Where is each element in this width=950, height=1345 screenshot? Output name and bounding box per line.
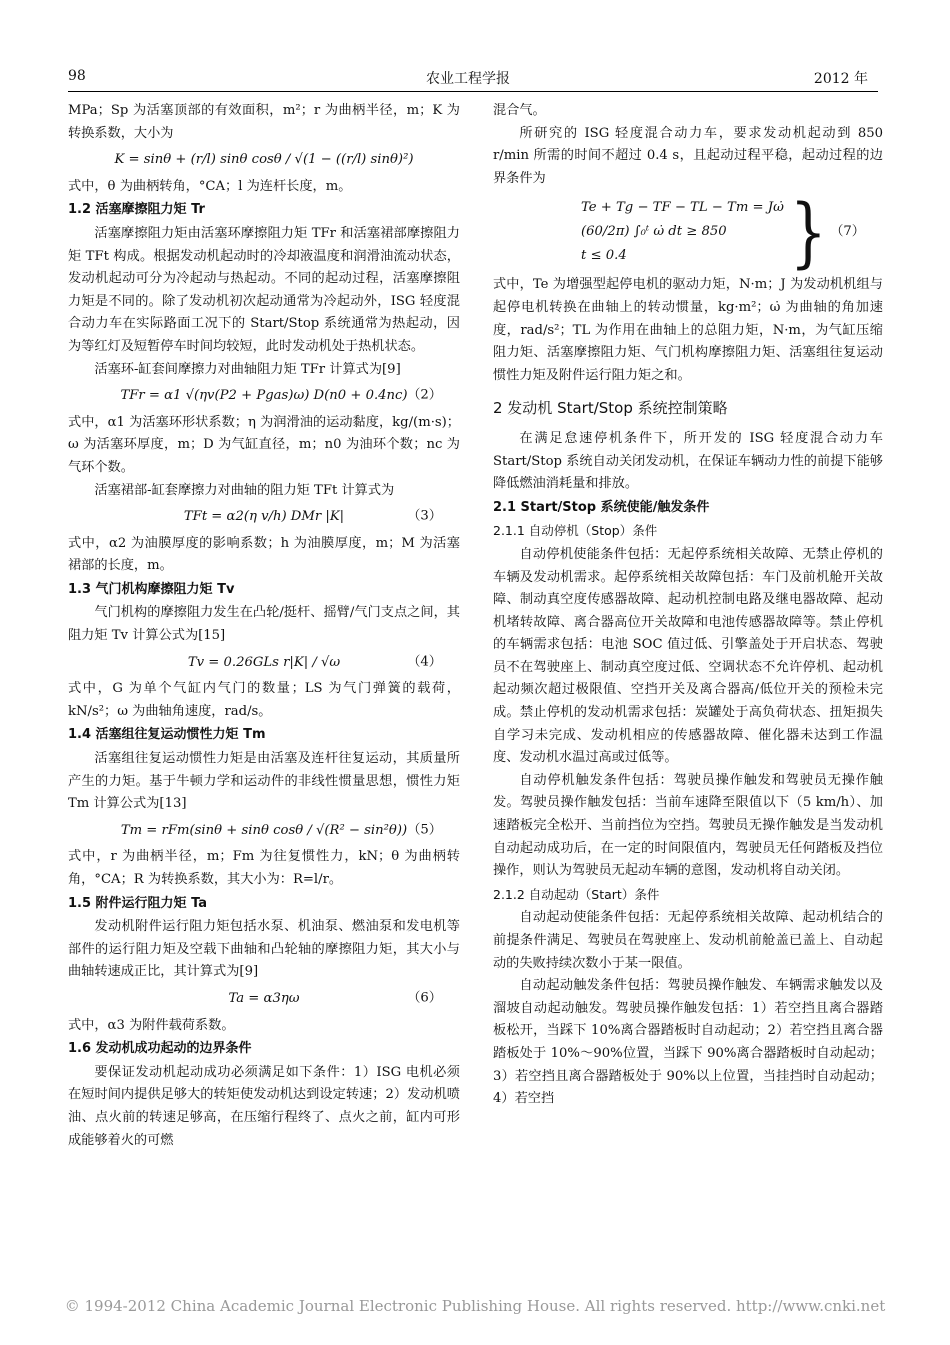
paragraph: 气门机构的摩擦阻力发生在凸轮/挺杆、摇臂/气门支点之间，其阻力矩 Tv 计算公式为[15] — [68, 605, 460, 644]
equation-3 — [68, 506, 460, 529]
paragraph: MPa；Sp 为活塞顶部的有效面积，m²；r 为曲柄半径，m；K 为转换系数，大小为 — [68, 103, 460, 141]
equation-2 — [68, 385, 460, 408]
right-brace: } — [789, 188, 827, 277]
subsubsection-heading: 2.1.2 自动起动（Start）条件 — [493, 886, 660, 902]
paragraph: 式中，Te 为增强型起停电机的驱动力矩，N·m；J 为发动机机组与起停电机转换在曲轴上的转动惯量，kg·m²；ω̇ 为曲轴的角加速度，rad/s²；TL 为作用在曲轴上的总阻力矩，N·m，为气缸压缩阻力矩、活塞摩擦阻力矩、气门机构摩擦阻力矩、活塞组往复运动惯性力矩及附件运行阻力矩之和。 — [493, 277, 883, 383]
copyright-footer: © 1994-2012 China Academic Journal Electronic Publishing House. All rights reserved. http://www.cnki.net — [64, 1297, 886, 1315]
paragraph: 活塞裙部-缸套摩擦力对曲轴的阻力矩 TFt 计算式为 — [94, 482, 395, 498]
equation-5 — [68, 820, 460, 843]
paragraph: 活塞摩擦阻力矩由活塞环摩擦阻力矩 TFr 和活塞裙部摩擦阻力矩 TFt 构成。根据发动机起动时的冷却液温度和润滑油流动状态，发动机起动可分为冷起动与热起动。不同的起动过程，活塞摩擦阻力矩是不同的。除了发动机初次起动通常为冷起动外，ISG 轻度混合动力车在实际路面工况下的 Start/Stop 系统通常为热起动，因为等红灯及短暂停车时间均较短，此时发动机处于热机状态。 — [68, 225, 460, 354]
paragraph: 式中，α2 为油膜厚度的影响系数；h 为油膜厚度，m；M 为活塞裙部的长度，m。 — [68, 535, 460, 574]
paragraph: 自动起动触发条件包括：驾驶员操作触发、车辆需求触发以及溜坡自动起动触发。驾驶员操作触发包括：1）若空挡且离合器踏板松开，当踩下 10%离合器踏板时自动起动；2）若空挡且离合器踏板处于 10%～90%位置，当踩下 90%离合器踏板时自动起动；3）若空挡且离合器踏板处于 90%以上位置，当挂挡时自动起动；4）若空挡 — [493, 978, 883, 1107]
equation-text: Ta = α3ηω — [228, 990, 300, 1006]
equation-4 — [68, 652, 460, 675]
left-column — [68, 100, 460, 1152]
equation-number: （6） — [407, 990, 442, 1006]
paragraph: 式中，α3 为附件载荷系数。 — [68, 1017, 235, 1033]
paragraph: 式中，G 为单个气缸内气门的数量；LS 为气门弹簧的载荷，kN/s²；ω 为曲轴角速度，rad/s。 — [68, 681, 460, 719]
paragraph: 发动机附件运行阻力矩包括水泵、机油泵、燃油泵和发电机等部件的运行阻力矩及空载下曲轴和凸轮轴的摩擦阻力矩，其大小与曲轴转速成正比，其计算式为[9] — [68, 919, 460, 980]
section-heading: 1.3 气门机构摩擦阻力矩 Tv — [68, 581, 235, 597]
equation-text: TFt = α2(η v/h) DMr |K| — [183, 509, 345, 525]
subsection-heading: 2.1 Start/Stop 系统使能/触发条件 — [493, 499, 710, 515]
equation-number: （2） — [407, 388, 442, 404]
equation-text: Tm = rFm(sinθ + sinθ cosθ / √(R² − sin²θ)) — [120, 822, 408, 838]
paragraph: 自动起动使能条件包括：无起停系统相关故障、起动机结合的前提条件满足、驾驶员在驾驶座上、发动机前舱盖已盖上、自动起动的失败持续次数小于某一限值。 — [493, 910, 883, 971]
journal-name: 农业工程学报 — [426, 71, 510, 87]
equation-number: （3） — [407, 509, 442, 525]
equation-text: TFr = α1 √(ηv(P2 + Pgas)ω) D(n0 + 0.4nc) — [120, 388, 408, 404]
equation-6 — [68, 988, 460, 1011]
paragraph: 式中，α1 为活塞环形状系数；η 为润滑油的运动黏度，kg/(m·s)；ω 为活塞环厚度，m；D 为气缸直径，m；n0 为油环个数；nc 为气环个数。 — [68, 414, 460, 475]
paragraph: 混合气。 — [493, 103, 546, 118]
running-header — [68, 68, 868, 90]
right-column — [493, 100, 883, 1111]
section-heading: 1.2 活塞摩擦阻力矩 Tr — [68, 202, 205, 218]
paragraph: 活塞组往复运动惯性力矩是由活塞及连杆往复运动，其质量所产生的力矩。基于牛顿力学和运动件的非线性惯量思想，惯性力矩 Tm 计算公式为[13] — [68, 751, 460, 812]
page-number: 98 — [68, 68, 86, 84]
equation-row: Te + Tg − TF − TL − Tm = Jω̇ — [581, 200, 784, 216]
header-rule — [68, 91, 878, 92]
subsubsection-heading: 2.1.1 自动停机（Stop）条件 — [493, 523, 658, 539]
equation-number: （7） — [830, 224, 865, 240]
equation-row: t ≤ 0.4 — [581, 248, 627, 264]
paragraph: 在满足怠速停机条件下，所开发的 ISG 轻度混合动力车 Start/Stop 系统自动关闭发动机，在保证车辆动力性的前提下能够降低燃油消耗量和排放。 — [493, 430, 883, 492]
section-heading: 1.5 附件运行阻力矩 Ta — [68, 895, 208, 911]
equation-row: (60/2π) ∫₀ᵗ ω̇ dt ≥ 850 — [581, 224, 727, 240]
equation-7-system — [493, 188, 883, 277]
equation-text: K = sinθ + (r/l) sinθ cosθ / √(1 − ((r/l) sinθ)²) — [114, 152, 414, 168]
section-heading: 1.6 发动机成功起动的边界条件 — [68, 1041, 252, 1057]
equation-text: Tv = 0.26GLs r|K| / √ω — [187, 654, 341, 670]
paragraph: 自动停机触发条件包括：驾驶员操作触发和驾驶员无操作触发。驾驶员操作触发包括：当前车速降至限值以下（5 km/h）、加速踏板完全松开、当前挡位为空挡。驾驶员无操作触发是当发动机自动起动成功后，在一定的时间限值内，驾驶员无任何踏板及挡位操作，则认为驾驶员无起动车辆的意图，发动机将自动关闭。 — [493, 772, 883, 879]
paragraph: 式中，θ 为曲柄转角，°CA；l 为连杆长度，m。 — [68, 178, 352, 194]
paragraph: 所研究的 ISG 轻度混合动力车，要求发动机起动到 850 r/min 所需的时间不超过 0.4 s，且起动过程平稳，起动过程的边界条件为 — [493, 125, 883, 186]
section-heading: 1.4 活塞组往复运动惯性力矩 Tm — [68, 727, 266, 743]
section-heading: 2 发动机 Start/Stop 系统控制策略 — [493, 399, 728, 418]
equation-number: （5） — [407, 822, 442, 838]
paragraph: 自动停机使能条件包括：无起停系统相关故障、无禁止停机的车辆及发动机需求。起停系统相关故障包括：车门及前机舱开关故障、制动真空度传感器故障、起动机控制电路及继电器故障、起动机堵转故障、离合器高位开关故障和电池传感器故障等。禁止停机的车辆需求包括：电池 SOC 值过低、引擎盖处于开启状态、驾驶员不在驾驶座上、制动真空度过低、空调状态不允许停机、起动机起动频次超过极限值、空挡开关及离合器高/低位开关的预检未完成。禁止停机的发动机需求包括：炭罐处于高负荷状态、扭矩损失自学习未完成、发动机相应的传感器故障、催化器未达到工作温度、发动机水温过高或过低等。 — [493, 546, 883, 766]
paragraph: 要保证发动机起动成功必须满足如下条件：1）ISG 电机必须在短时间内提供足够大的转矩使发动机达到设定转速；2）发动机喷油、点火前的转速足够高，在压缩行程终了、点火之前，缸内可形成能够着火的可燃 — [68, 1064, 460, 1148]
year: 2012 年 — [813, 71, 868, 87]
equation-number: （4） — [407, 654, 442, 670]
equation-1 — [68, 149, 460, 172]
paragraph: 式中，r 为曲柄半径，m；Fm 为往复惯性力，kN；θ 为曲柄转角，°CA；R 为转换系数，其大小为：R=l/r。 — [68, 849, 460, 887]
paragraph: 活塞环-缸套间摩擦力对曲轴阻力矩 TFr 计算式为[9] — [94, 361, 401, 377]
